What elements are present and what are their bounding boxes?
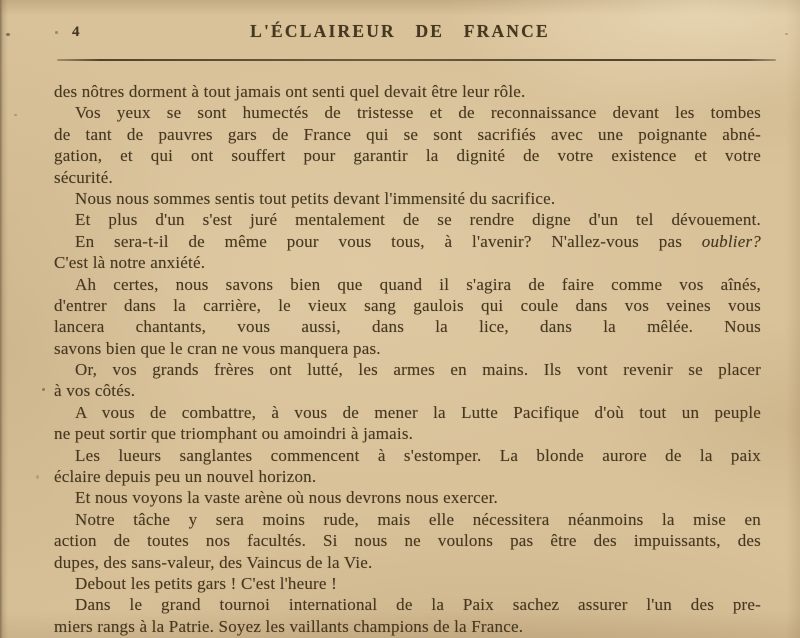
text-segment: action de toutes nos facultés. Si nous ne voulons pas être des impuissants, des bbox=[54, 531, 761, 551]
page-body bbox=[54, 81, 761, 637]
text-line bbox=[54, 552, 761, 573]
paper-speck bbox=[14, 114, 17, 116]
text-line bbox=[54, 316, 761, 337]
text-segment: des nôtres dorment à tout jamais ont senti quel devait être leur rôle. bbox=[54, 82, 526, 101]
text-segment: Nous nous sommes sentis tout petits devant l'immensité du sacrifice. bbox=[75, 188, 556, 208]
text-line bbox=[54, 423, 761, 444]
text-segment: Vos yeux se sont humectés de tristesse et de reconnaissance devant les tombes bbox=[75, 103, 761, 123]
text-line bbox=[54, 530, 761, 551]
text-line bbox=[54, 359, 761, 380]
text-segment: ne peut sortir que triomphant ou amoindri à jamais. bbox=[54, 424, 414, 444]
text-line bbox=[54, 573, 761, 594]
text-segment: A vous de combattre, à vous de mener la Lutte Pacifique d'où tout un peuple bbox=[75, 402, 761, 422]
text-line bbox=[54, 466, 761, 487]
text-segment: Debout les petits gars ! C'est l'heure ! bbox=[75, 573, 337, 593]
text-segment: gation, et qui ont souffert pour garantir la dignité de votre existence et votre bbox=[54, 146, 761, 166]
text-line bbox=[54, 81, 761, 102]
text-line bbox=[54, 295, 761, 316]
text-line bbox=[54, 102, 761, 123]
text-segment: dupes, des sans-valeur, des Vaincus de la Vie. bbox=[54, 552, 373, 572]
paper-speck bbox=[785, 33, 788, 35]
text-segment: En sera-t-il de même pour vous tous, à l'avenir? N'allez-vous pas bbox=[75, 231, 702, 251]
text-segment: Et nous voyons la vaste arène où nous devrons nous exercer. bbox=[75, 488, 499, 508]
page-title: L'ÉCLAIREUR DE FRANCE bbox=[250, 21, 550, 41]
text-line bbox=[54, 231, 761, 252]
text-line bbox=[54, 594, 761, 615]
text-line bbox=[54, 252, 761, 273]
text-segment: savons bien que le cran ne vous manquera pas. bbox=[54, 338, 381, 358]
text-segment: d'entrer dans la carrière, le vieux sang gaulois qui coule dans vos veines vous bbox=[54, 295, 761, 315]
text-line bbox=[54, 209, 761, 230]
paper-speck bbox=[6, 33, 10, 36]
text-segment: à vos côtés. bbox=[54, 381, 136, 401]
emphasized-text: oublier? bbox=[701, 231, 761, 251]
header-rule bbox=[57, 59, 776, 61]
paper-speck bbox=[42, 388, 45, 391]
text-segment: Et plus d'un s'est juré mentalement de se rendre digne d'un tel dévouement. bbox=[75, 210, 761, 230]
page-number: 4 bbox=[72, 24, 80, 40]
text-segment: éclaire depuis peu un nouvel horizon. bbox=[54, 467, 317, 487]
text-segment: Or, vos grands frères ont lutté, les armes en mains. Ils vont revenir se placer bbox=[75, 360, 761, 380]
text-segment: lancera chantants, vous aussi, dans la lice, dans la mêlée. Nous bbox=[54, 317, 761, 337]
page-header bbox=[0, 21, 800, 47]
text-line bbox=[54, 509, 761, 530]
text-line bbox=[54, 616, 761, 637]
text-line bbox=[54, 145, 761, 166]
text-line bbox=[54, 487, 761, 508]
text-line bbox=[54, 167, 761, 188]
text-segment: Ah certes, nous savons bien que quand il s'agira de faire comme vos aînés, bbox=[75, 274, 761, 294]
text-line bbox=[54, 188, 761, 209]
text-line bbox=[54, 338, 761, 359]
paper-speck bbox=[36, 475, 39, 479]
text-line bbox=[54, 380, 761, 401]
text-segment: C'est là notre anxiété. bbox=[54, 253, 206, 273]
text-segment: Notre tâche y sera moins rude, mais elle nécessitera néanmoins la mise en bbox=[75, 509, 761, 529]
paper-speck bbox=[55, 31, 58, 34]
text-segment: Les lueurs sanglantes commencent à s'estomper. La blonde aurore de la paix bbox=[75, 445, 761, 465]
text-segment: miers rangs à la Patrie. Soyez les vaillants champions de la France. bbox=[54, 616, 524, 636]
text-segment: de tant de pauvres gars de France qui se sont sacrifiés avec une poignante abné- bbox=[54, 124, 761, 144]
text-line bbox=[54, 124, 761, 145]
text-line bbox=[54, 445, 761, 466]
text-segment: Dans le grand tournoi international de la Paix sachez assurer l'un des pre- bbox=[75, 595, 761, 615]
text-segment: sécurité. bbox=[54, 167, 113, 187]
text-line bbox=[54, 402, 761, 423]
text-line bbox=[54, 274, 761, 295]
